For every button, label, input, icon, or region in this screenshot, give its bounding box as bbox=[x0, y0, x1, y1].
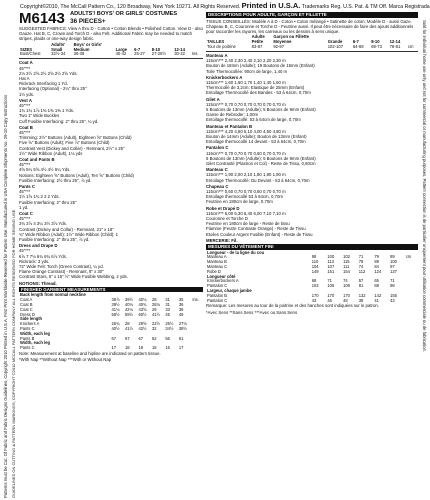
table-cell: 170 bbox=[327, 292, 335, 298]
table-cell: SIZES bbox=[20, 46, 33, 52]
table-cell: 79 bbox=[358, 259, 364, 265]
french-view-block bbox=[206, 75, 418, 96]
french-view-line: Gilet Contrasté (Plastron et Col) - Reste de Tissu, 0,60cm bbox=[206, 160, 316, 166]
view-title: Dress and Drape D bbox=[19, 243, 58, 249]
printed-in-text: Printed in U.S.A. bbox=[241, 1, 301, 10]
table-cell: 104 bbox=[311, 264, 319, 270]
table-cell: TAILLES bbox=[207, 39, 225, 45]
view-block bbox=[19, 60, 203, 96]
view-title: Coat A bbox=[19, 60, 33, 66]
french-view-line: 5 Boutons de 13mm (Adulte); 5 Boutons de 9mm (Enfant) bbox=[206, 155, 316, 161]
right-margin-text bbox=[420, 20, 428, 490]
table-cell: Dress D bbox=[20, 311, 35, 317]
french-view-line: Etoiles Couleur Argent Fusible (Enfant) - Reste de Tissu bbox=[206, 231, 313, 237]
table-cell: 27⅛ bbox=[178, 321, 187, 327]
french-view-line: Ganse de Rebroder; 1,00m bbox=[206, 112, 259, 118]
table-cell: 40½ bbox=[111, 326, 120, 332]
french-view-line: 115cm*** 2,40 2,30 2,40 2,10 2,20 2,30 m bbox=[206, 58, 286, 64]
table-cell: Pantalon B bbox=[207, 292, 228, 298]
french-fabrics: TISSUS CONSEILLÉS: Modèle A à D - Coton • Coton mélangé • Satinette de coton; Modèle D - aussi Gaze. Chapeau B, C, Couronne et Torche D - Feutrine aussi. Il peut être nécessaire de faire des ajouts additionnels pour raccorder les rayures, les carreaux ou les dessins à sens unique. bbox=[206, 18, 414, 34]
table-cell: 98 bbox=[390, 283, 395, 289]
view-line: Fusible Interfacing: 2" thru 25" bbox=[19, 199, 77, 205]
french-view-line: 115cm*** 1,90 2,00 2,10 1,80 1,80 1,90 m bbox=[206, 172, 286, 178]
table-cell: Moyenne bbox=[273, 39, 292, 45]
french-view-title: Gilet A bbox=[206, 96, 220, 102]
french-view-line: Entoilage Thermocollé des Bandes - 53 à 64cm, 0,70m bbox=[206, 90, 311, 96]
view-line: 1 yd. bbox=[19, 204, 29, 210]
table-cell: Boys' or Girls' bbox=[73, 41, 102, 47]
table-cell: 111 bbox=[343, 264, 350, 270]
table-cell: 29 bbox=[151, 306, 157, 312]
notions-line: NOTIONS: Thread. bbox=[19, 280, 57, 286]
table-cell: 67 bbox=[138, 335, 144, 341]
table-cell: 25½ bbox=[165, 321, 174, 327]
view-title: Vest A bbox=[19, 97, 32, 103]
view-title: Pants C bbox=[19, 184, 35, 189]
view-line: 45"*** bbox=[19, 162, 31, 168]
table-cell: 132 bbox=[358, 292, 366, 298]
view-line: Trimming: 2½" Buttons (Adult), Eighteen ⅝" Buttons (Child) bbox=[19, 135, 132, 141]
table-cell: Medium bbox=[73, 46, 90, 52]
table-cell: 71 bbox=[358, 254, 364, 260]
table-cell: Manteau C bbox=[207, 264, 228, 270]
suggested-fabrics: SUGGESTED FABRICS: View A thru D - Cotton • Cotton Blends • Polished Cotton. View D - also Gauze. Hat B, C, Crown and Torch D - also Felt. Additional Fabric may be needed to match stripes, plaids or one-way design fabric. bbox=[19, 26, 203, 42]
french-view-block bbox=[206, 97, 418, 123]
view-title: Coat C bbox=[19, 211, 33, 217]
view-line: Flame Orange Contrast) - Remnant, 8" x 30" bbox=[19, 269, 104, 275]
table-cell: 103 bbox=[311, 283, 319, 289]
table-cell: 59½ bbox=[125, 311, 133, 317]
mesures-heading: MESURES DU VÊTEMENT FINI bbox=[206, 244, 418, 250]
table-cell: Longueur - de la ligne du cou bbox=[207, 249, 265, 255]
table-cell: 35 bbox=[178, 297, 184, 303]
table-cell: 110 bbox=[311, 259, 319, 265]
french-view-line: Bouton de 14mm (Adulte); Bouton de 13mm (Enfant) bbox=[206, 133, 307, 139]
pattern-number: M6143 bbox=[19, 11, 65, 27]
pattern-subtitle-text: ADULTS'/ BOYS' OR GIRLS' COSTUMES bbox=[70, 11, 178, 17]
table-cell: Tour de poitrine bbox=[207, 44, 236, 50]
table-cell: Pants C bbox=[20, 326, 35, 332]
french-heading: DESCRIPTIONS POUR ADULTE, GARÇON ET FILLETTE bbox=[206, 12, 418, 18]
table-cell: 113 bbox=[327, 259, 334, 265]
table-cell: 36 bbox=[178, 302, 184, 308]
table-cell: 41½ bbox=[125, 326, 133, 332]
french-view-line: Couronne et Torche D bbox=[206, 216, 248, 222]
view-line: Cuff Fusible Interfacing: 2" thru 25", ¼ yd. bbox=[19, 118, 99, 124]
table-cell: 15 bbox=[151, 345, 157, 351]
view-line: Two 1" Wide Buckles bbox=[19, 113, 60, 119]
size-table bbox=[19, 43, 203, 58]
french-note: Remarque: Les mesures au tour de la poitrine et des hanches sont indiquées sur le patron. bbox=[206, 303, 379, 309]
view-line: Contrast (Dickey and Collar) - Remnant, 21" x 18" bbox=[19, 226, 114, 232]
table-cell: 155 bbox=[390, 292, 397, 298]
table-cell: Width, each leg bbox=[20, 340, 50, 346]
table-cell: 56 bbox=[165, 335, 170, 341]
table-cell: 16 bbox=[165, 345, 170, 351]
table-cell: 105 bbox=[327, 283, 335, 289]
table-cell: 102 bbox=[343, 254, 350, 260]
table-cell: 39½ bbox=[111, 302, 120, 308]
french-view-line: Feutrine en 180cm de large, 0,70m bbox=[206, 199, 273, 205]
view-block bbox=[19, 184, 203, 210]
view-line: Hat A bbox=[19, 75, 30, 81]
table-cell: 43 bbox=[311, 297, 317, 303]
pieces-count: 36 PIECES+ bbox=[70, 18, 106, 25]
table-cell: 41⅛ bbox=[111, 306, 120, 312]
table-cell: 61 bbox=[178, 335, 184, 341]
table-cell: 27-28½ bbox=[151, 51, 166, 57]
copyright-text: Copyright©2010, The McCall Pattern Co., 120 Broadway, New York 10271. All Rights Reserved. bbox=[20, 4, 241, 10]
table-cell: 43⅝ bbox=[138, 306, 147, 312]
table-cell: 74 bbox=[343, 278, 348, 284]
table-cell: 170 bbox=[311, 292, 319, 298]
table-cell: cm bbox=[407, 44, 414, 50]
french-view-line: Entoilage Thermocollé: Du Devant - 53 à 64cm, 0,70m bbox=[206, 177, 310, 183]
left-margin-text bbox=[1, 20, 10, 498]
french-view-line: Entoilage thermocollé 53 à 64cm, 0,70m bbox=[206, 194, 283, 200]
french-view-title: Chapeau C bbox=[206, 183, 229, 189]
table-cell: Manteau A bbox=[207, 254, 227, 260]
french-view-block bbox=[206, 53, 418, 74]
table-cell: 71 bbox=[390, 278, 395, 284]
table-cell: 46 bbox=[327, 297, 332, 303]
table-cell: 38 bbox=[178, 306, 184, 312]
bust-row bbox=[19, 52, 203, 57]
french-view-line: Flamme (Feutre Contraste Orange) - Reste de Tissu bbox=[206, 226, 306, 232]
nap-footer: *With Nap **Without Nap ***With or Without Nap bbox=[19, 357, 112, 363]
french-view-line: 115cm*** 1,60 1,60 1,70 1,40 1,40 1,60 m bbox=[206, 79, 286, 85]
french-view-line: 5 Boutons de 13mm (Adulte); 5 Boutons de 9mm (Enfant) bbox=[206, 106, 316, 112]
table-cell: Largeur, chaque jambe bbox=[207, 288, 252, 293]
table-cell: Ins. bbox=[191, 51, 199, 57]
table-cell: 25-27 bbox=[134, 51, 145, 57]
view-title: Coat and Pants B bbox=[19, 156, 55, 162]
measurement-note: Note: Measurement at baseline and hipline are indicated on pattern tissue. bbox=[19, 351, 161, 357]
view-line: 1¾ 1¾ 1⅞ 1⅜ 1⅜ 1⅜ 1 Yds. bbox=[19, 108, 75, 114]
table-cell: 102-107 bbox=[327, 44, 344, 50]
view-line: Notions: Eighteen ⅝" Buttons (Adult), Ten ⅝" Buttons (Child) bbox=[19, 172, 134, 178]
yardage-views bbox=[19, 60, 203, 279]
view-line: 72" Wide Felt: Torch (Green Contrast), ¼ yd. bbox=[19, 264, 104, 270]
table-cell: Coat C bbox=[20, 306, 33, 312]
table-cell: 108 bbox=[343, 283, 350, 289]
view-line: 6⅞ 7 7⅛ 6¾ 6¾ 6⅞ Yds. bbox=[19, 253, 67, 259]
table-cell: 36-38 bbox=[73, 51, 85, 57]
table-cell: 17 bbox=[178, 345, 184, 351]
view-line: 3¾ 3⅞ 4 3¼ 3½ 3⅞ Yds. bbox=[19, 221, 67, 227]
table-cell: 45 bbox=[165, 311, 170, 317]
view-line: 45"*** bbox=[19, 189, 31, 195]
table-cell: 40⅛ bbox=[138, 297, 147, 303]
view-title: Coat B bbox=[19, 124, 33, 130]
left-margin-label: Patterns must be Cut, Of Fabric and Fabric Designs Guidelines, Copyright 2010 Printed in U.S.A. First Print Worldwide Reserved for Pattern Use: Manufactured in USA Complete Shipments No. 29-10 Copy Instructions bbox=[3, 94, 8, 498]
table-cell: 32½-34 bbox=[51, 51, 66, 57]
table-cell: 107 bbox=[327, 264, 335, 270]
table-cell: 31 bbox=[165, 302, 170, 308]
table-cell: 18 bbox=[125, 345, 130, 351]
french-view-line: 115cm*** 0,60 0,70 0,70 0,60 0,70 0,70 m bbox=[206, 189, 286, 194]
french-view-block bbox=[206, 167, 418, 183]
table-cell: 64-69 bbox=[352, 44, 364, 50]
table-cell: 115 bbox=[343, 259, 350, 265]
french-view-line: 115cm*** 4,20 4,60 5,10 4,00 4,50 4,80 m bbox=[206, 128, 286, 134]
right-margin-label: Sold for individual home use only and not for commercial or manufacturing purposes. Pattern connection is de particulier uniquement pour utilisation commerciale ou de fabrication. bbox=[422, 20, 427, 353]
table-cell: 28 bbox=[151, 297, 157, 303]
table-cell: 12-14 bbox=[174, 46, 185, 52]
table-cell: 52 bbox=[151, 335, 157, 341]
divider bbox=[206, 51, 418, 52]
table-cell: 32 bbox=[151, 326, 157, 332]
table-cell: 41 bbox=[374, 297, 379, 303]
mercerie-line: MERCERIE: Fil. bbox=[206, 237, 238, 243]
table-cell: 84 bbox=[374, 264, 379, 270]
table-cell: 38 bbox=[358, 297, 364, 303]
table-cell: Back length from normal neckline bbox=[20, 292, 86, 298]
view-block bbox=[19, 98, 203, 124]
table-cell: Longueur côté bbox=[207, 273, 236, 279]
view-line: Contrast Vest (Dickey and Collar) - Remnant, 2½" x 25" bbox=[19, 145, 125, 151]
french-view-line: Bouton de 18mm (Adulte); 19 Boutons de 15mm (Enfant) bbox=[206, 63, 315, 69]
view-line: 1½" Wide Ribbon (Adult), 1⅛ yds bbox=[19, 150, 83, 156]
french-view-title: Manteau A bbox=[206, 52, 228, 58]
french-column bbox=[206, 11, 418, 495]
view-line: Rickrack Interfacing 1 Yd. bbox=[19, 81, 68, 87]
table-cell: 12-14 bbox=[389, 39, 401, 45]
table-cell: 100 bbox=[390, 259, 397, 265]
table-cell: Pants B bbox=[20, 335, 35, 341]
table-cell: Knickers A bbox=[20, 321, 40, 327]
table-cell: 26¾ bbox=[111, 321, 120, 327]
copyright-line bbox=[20, 1, 430, 10]
french-view-line: Entoilage thermocollé: 53 à 64cm de large, 0,70m bbox=[206, 117, 301, 123]
french-view-title: Pantalon C bbox=[206, 145, 229, 151]
view-line: Rickrack: 3 yds. bbox=[19, 258, 50, 264]
table-cell: Petite bbox=[251, 39, 264, 45]
view-line: Interfacing (Optional) - 2¼" thru 25" bbox=[19, 86, 87, 92]
table-cell: 33 bbox=[165, 306, 170, 312]
french-view-title: Manteau et Pantalon B bbox=[206, 123, 253, 129]
table-cell: 69-73 bbox=[371, 44, 382, 50]
table-cell: Coat A bbox=[20, 297, 33, 303]
table-cell: 81 bbox=[358, 283, 364, 289]
table-cell: 8-10 bbox=[151, 46, 161, 52]
table-cell: 30-32 bbox=[174, 51, 185, 57]
french-view-line: 115cm*** 0,70 0,70 0,70 0,70 0,70 0,70 m bbox=[206, 101, 286, 107]
table-cell: 97 bbox=[390, 264, 395, 270]
table-cell: 112 bbox=[358, 268, 366, 274]
table-cell: 38½ bbox=[178, 326, 187, 332]
french-bust-row bbox=[206, 45, 418, 50]
table-cell: 42⅛ bbox=[125, 306, 133, 312]
view-line: Five ⅝" Buttons (Adult); Five ⅞" Buttons (Child) bbox=[19, 140, 110, 146]
divider bbox=[19, 58, 203, 59]
french-view-block bbox=[206, 206, 418, 237]
french-view-line: 115cm*** 6,00 6,30 6,40 6,00 7,10 7,10 m bbox=[206, 210, 286, 216]
view-line: Fusible Interfacing: 2" thru 25", ⅞ yd. bbox=[19, 237, 90, 243]
table-cell: 65 bbox=[374, 278, 379, 284]
table-cell: 6-7 bbox=[352, 39, 359, 45]
table-cell: 41½ bbox=[151, 311, 160, 317]
table-cell: Side length bbox=[20, 316, 43, 322]
table-cell: 154 bbox=[343, 268, 350, 274]
table-cell: Manteau B bbox=[207, 259, 227, 265]
table-cell: 137 bbox=[390, 268, 397, 274]
french-nap-footer: *Avec Sens **Sans Sens ***Avec ou Sans Sens bbox=[206, 309, 298, 315]
french-yardage bbox=[206, 53, 418, 237]
table-cell: 29⅝ bbox=[138, 321, 147, 327]
view-block bbox=[19, 157, 203, 183]
table-cell: Ins. bbox=[192, 297, 199, 303]
table-cell: 124 bbox=[374, 268, 382, 274]
table-cell: 74 bbox=[358, 264, 364, 270]
table-cell: 22½ bbox=[151, 321, 160, 327]
table-cell: 49 bbox=[178, 311, 184, 317]
french-view-line: Entoilage thermocollé 14 devant - 53 à 64cm, 0,70m bbox=[206, 139, 306, 145]
view-line: 45"*** bbox=[19, 216, 31, 222]
french-view-line: Feutrine en 180cm de large - Reste de tissu bbox=[206, 221, 290, 227]
view-line: 45"*** bbox=[19, 65, 31, 71]
table-cell: 100 bbox=[327, 254, 335, 260]
table-cell: 8-10 bbox=[371, 39, 380, 45]
view-line: 4⅝ 5¼ 5⅝ 4½ 4½ 5¼ Yds. bbox=[19, 167, 71, 173]
french-view-block bbox=[206, 184, 418, 205]
table-cell: 43 bbox=[390, 297, 395, 303]
view-line: 45"*** bbox=[19, 102, 31, 108]
table-cell: 67 bbox=[125, 335, 130, 341]
table-cell: Small bbox=[51, 46, 63, 52]
view-block bbox=[19, 211, 203, 242]
table-cell: 6-7 bbox=[134, 46, 141, 52]
left-inner-margin-text bbox=[10, 20, 17, 498]
table-cell: 40¾ bbox=[138, 302, 147, 308]
view-line: 1½ 1⅝ 1¾ 2 2 2 Yds. bbox=[19, 194, 60, 200]
table-cell: 40-42 bbox=[115, 51, 127, 57]
table-cell: Knickerbockers A bbox=[207, 278, 239, 284]
table-cell: Robe D bbox=[207, 268, 221, 274]
french-size-table bbox=[206, 35, 418, 50]
table-cell: 149 bbox=[311, 268, 319, 274]
table-cell: 31 bbox=[165, 297, 170, 303]
table-cell: 151 bbox=[327, 268, 335, 274]
english-column bbox=[19, 11, 203, 495]
table-cell: 88 bbox=[374, 283, 379, 289]
table-cell: 67 bbox=[111, 335, 117, 341]
view-line: 1½ yds. bbox=[19, 91, 35, 97]
french-view-block bbox=[206, 145, 418, 166]
view-line: Contrast Stars, 5" x 15" ½" Wide Fusible Webbing, 2 yds. bbox=[19, 274, 128, 280]
finished-measurements-heading: FINISHED GARMENT MEASUREMENTS bbox=[19, 287, 203, 293]
table-cell: 79 bbox=[374, 254, 379, 260]
view-block bbox=[19, 125, 203, 156]
view-line: Fusible Interfacing: 2½ thru 25", ⅞ yd. bbox=[19, 177, 92, 183]
table-cell: Bust/Chest bbox=[20, 51, 41, 57]
french-view-title: Knickerbockers A bbox=[206, 74, 243, 80]
view-line: 2⅛ 2½ 2⅝ 2½ 2⅝ 2½ 2⅝ Yds. bbox=[19, 70, 78, 76]
table-cell: 89 bbox=[390, 254, 395, 260]
table-cell: 89 bbox=[374, 259, 379, 265]
table-cell: 60½ bbox=[138, 311, 147, 317]
table-cell: Large bbox=[115, 46, 127, 52]
table-cell: Width, each leg bbox=[20, 330, 50, 336]
table-cell: 83-87 bbox=[251, 44, 263, 50]
view-line: 45"*** bbox=[19, 129, 31, 135]
table-cell: 68 bbox=[311, 278, 317, 284]
table-cell: Pants C bbox=[20, 345, 35, 351]
french-view-title: Robe et Drapé D bbox=[206, 205, 240, 211]
table-cell: 28⅛ bbox=[151, 302, 160, 308]
table-cell: 48 bbox=[343, 297, 348, 303]
table-cell: 142 bbox=[374, 292, 382, 298]
table-cell: 71 bbox=[327, 278, 332, 284]
table-cell: 42½ bbox=[138, 326, 147, 332]
table-cell: 57 bbox=[358, 278, 364, 284]
mesures-table bbox=[206, 251, 418, 304]
table-cell: 92-97 bbox=[273, 44, 285, 50]
french-view-line: Thermocollé de 3,2cm; Elastique de 25mm (Enfant) bbox=[206, 85, 305, 91]
view-block bbox=[19, 243, 203, 279]
french-view-line: 115cm*** 0,70 0,70 0,70 0,60 0,70 0,70 m bbox=[206, 150, 286, 156]
table-cell: 76-81 bbox=[389, 44, 401, 50]
table-cell: 17 bbox=[111, 345, 117, 351]
table-cell: 39½ bbox=[125, 297, 133, 303]
table-cell: 98 bbox=[311, 254, 317, 260]
table-cell: Adulte bbox=[251, 34, 265, 40]
table-cell: Pantalon C bbox=[207, 283, 228, 289]
table-cell: Garçon ou Fillette bbox=[273, 34, 309, 40]
view-line: 45"*** bbox=[19, 248, 31, 254]
table-cell: Adults' bbox=[51, 41, 66, 47]
left-inner-margin-label: GUIDELINES ON CUTTING & PATTERN MARKINGS, COPYRIGHT ©2010 MCCALL PATTERN COMPANY ALL RIGHTS RESERVED FOR HOME SEWING USE bbox=[11, 209, 16, 498]
table-cell: 170 bbox=[343, 292, 350, 298]
pattern-header bbox=[19, 11, 203, 26]
french-view-block bbox=[206, 124, 418, 145]
french-view-line: Toile Thermocollée: 90cm de large, 1,40 m bbox=[206, 68, 288, 74]
table-cell: Coat B bbox=[20, 302, 33, 308]
french-view-title: Manteau C bbox=[206, 167, 228, 173]
table-cell: cm bbox=[405, 254, 412, 260]
table-cell: 19 bbox=[138, 345, 144, 351]
table-cell: 28 bbox=[125, 321, 130, 327]
table-cell: 38⅞ bbox=[111, 297, 120, 303]
table-cell: 40⅛ bbox=[125, 302, 133, 308]
table-cell: Grande bbox=[327, 39, 343, 45]
table-cell: 34½ bbox=[165, 326, 174, 332]
view-line: ¾" Wide Ribbon (Adult): 1½" Wide Ribbon (Child): 1 bbox=[19, 231, 119, 237]
trademark-text: Trademarks Reg. U.S. Pat. & TM Off. Marca Registrada bbox=[301, 4, 430, 10]
finished-measurements-table bbox=[19, 293, 203, 351]
pattern-subtitle bbox=[70, 11, 177, 26]
table-cell: 58½ bbox=[111, 311, 120, 317]
table-cell: Pantalon C bbox=[207, 297, 228, 303]
